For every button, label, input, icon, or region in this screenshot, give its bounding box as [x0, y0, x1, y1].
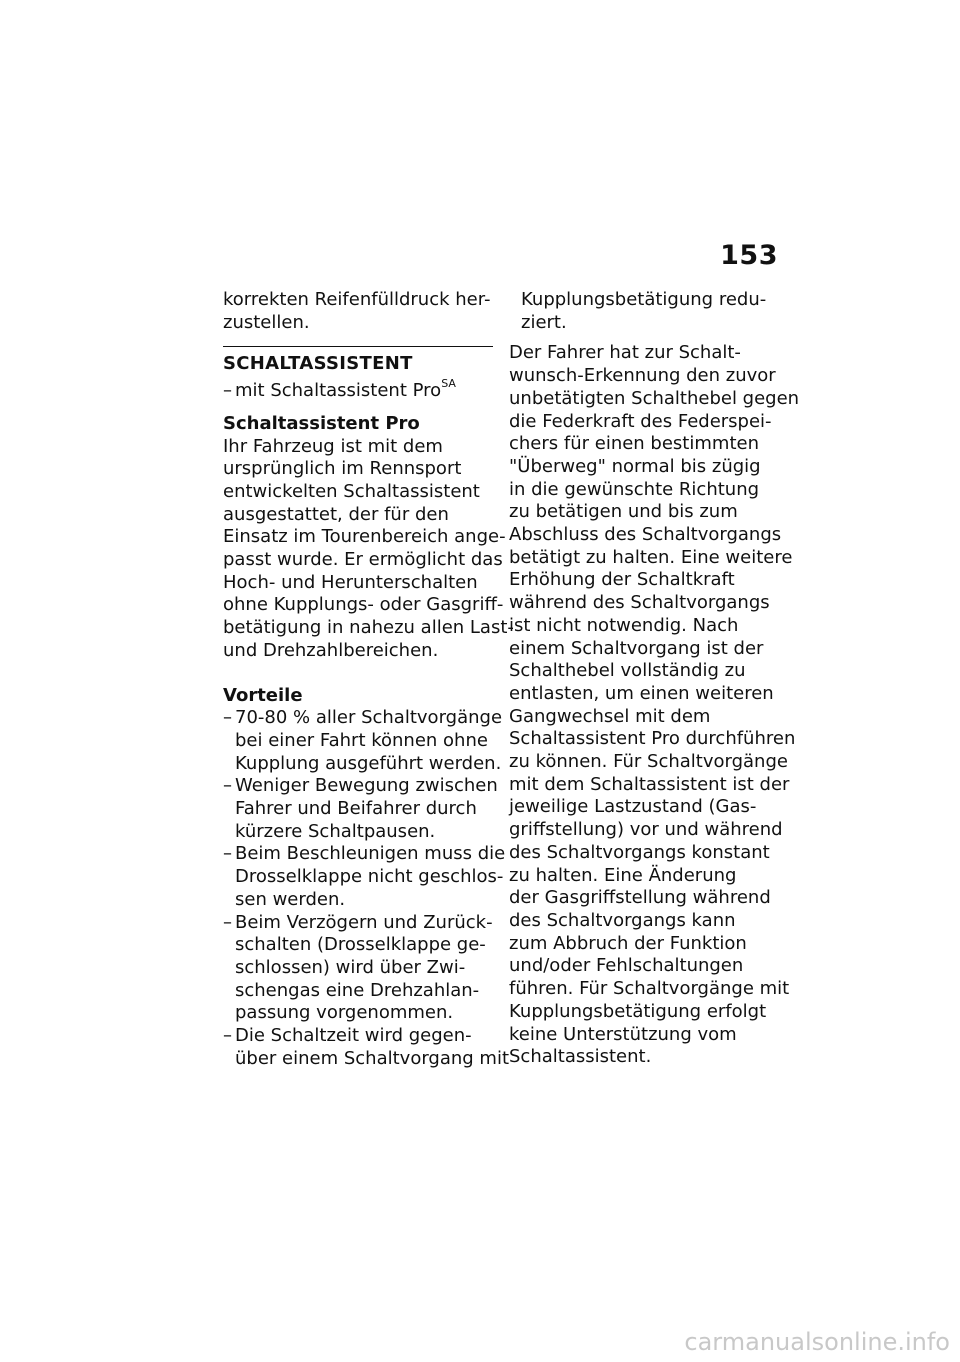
text-line: Der Fahrer hat zur Schalt- — [509, 342, 741, 364]
text-line: Beim Verzögern und Zurück- — [235, 911, 493, 933]
text-line: korrekten Reifenfülldruck her- — [223, 289, 491, 310]
list-item — [223, 1025, 510, 1070]
text-line: einem Schaltvorgang ist der — [509, 637, 764, 659]
text-line: Kupplungsbetätigung redu- — [521, 289, 767, 310]
list-item — [223, 912, 493, 1026]
list-item — [223, 775, 498, 843]
text-line: Einsatz im Tourenbereich ange- — [223, 526, 506, 548]
text-line: kürzere Schaltpausen. — [235, 820, 436, 842]
text-line: mit dem Schaltassistent ist der — [509, 773, 790, 795]
text-line: keine Unterstützung vom — [509, 1023, 737, 1045]
text-line: Schalthebel vollständig zu — [509, 660, 746, 682]
text-line: schalten (Drosselklappe ge- — [235, 934, 486, 956]
list-dash: – — [223, 1025, 232, 1047]
equipment-item — [223, 377, 493, 403]
list-item — [223, 843, 506, 911]
text-line: ohne Kupplungs- oder Gasgriff- — [223, 594, 504, 616]
text-line: 70-80 % aller Schaltvorgänge — [235, 707, 503, 729]
left-column — [223, 289, 514, 1071]
intro-text — [223, 289, 493, 334]
text-line: unbetätigten Schalthebel gegen — [509, 387, 800, 409]
text-line: entlasten, um einen weiteren — [509, 682, 774, 704]
text-line: Weniger Bewegung zwischen — [235, 775, 498, 797]
text-line: zustellen. — [223, 311, 310, 333]
text-line: Erhöhung der Schaltkraft — [509, 569, 735, 591]
section-divider — [223, 346, 493, 347]
text-line: passung vorgenommen. — [235, 1002, 454, 1024]
text-line: ausgestattet, der für den — [223, 503, 449, 525]
text-line: chers für einen bestimmten — [509, 433, 759, 455]
body-paragraph — [509, 342, 800, 1069]
advantages-list — [223, 707, 510, 1070]
text-line: ursprünglich im Rennsport — [223, 458, 462, 480]
text-line: des Schaltvorgangs konstant — [509, 841, 770, 863]
text-line: wunsch-Erkennung den zuvor — [509, 365, 776, 387]
list-dash: – — [223, 911, 232, 933]
pro-heading: Schaltassistent Pro — [223, 412, 420, 434]
text-line: schengas eine Drehzahlan- — [235, 979, 480, 1001]
text-line: in die gewünschte Richtung — [509, 478, 760, 500]
text-line: zu können. Für Schaltvorgänge — [509, 751, 788, 773]
text-line: ziert. — [521, 311, 567, 333]
text-line: sen werden. — [235, 888, 346, 910]
text-line: zum Abbruch der Funktion — [509, 932, 747, 954]
right-column — [509, 289, 800, 1069]
text-line: die Federkraft des Federspei- — [509, 410, 772, 432]
continuation-text — [509, 289, 781, 334]
text-line: "Überweg" normal bis zügig — [509, 455, 761, 477]
list-dash: – — [223, 707, 232, 729]
section-title: SCHALTASSISTENT — [223, 353, 413, 375]
page-number: 153 — [720, 240, 778, 271]
text-line: Drosselklappe nicht geschlos- — [235, 866, 504, 888]
list-dash: – — [223, 843, 232, 865]
text-line: während des Schaltvorgangs — [509, 592, 770, 614]
text-line: schlossen) wird über Zwi- — [235, 956, 466, 978]
equipment-item-superscript: SA — [441, 377, 456, 391]
text-line: und Drehzahlbereichen. — [223, 639, 439, 661]
text-line: bei einer Fahrt können ohne — [235, 729, 488, 751]
text-line: zu halten. Eine Änderung — [509, 864, 737, 886]
text-line: und/oder Fehlschaltungen — [509, 955, 744, 977]
text-line: Beim Beschleunigen muss die — [235, 843, 506, 865]
text-line: griffstellung) vor und während — [509, 819, 783, 841]
text-line: jeweilige Lastzustand (Gas- — [509, 796, 757, 818]
text-line: Schaltassistent Pro durchführen — [509, 728, 796, 750]
text-line: des Schaltvorgangs kann — [509, 909, 736, 931]
list-dash: – — [223, 775, 232, 797]
text-line: Kupplungsbetätigung erfolgt — [509, 1000, 767, 1022]
watermark: carmanualsonline.info — [684, 1328, 950, 1356]
text-line: Hoch- und Herunterschalten — [223, 571, 478, 593]
text-line: zu betätigen und bis zum — [509, 501, 738, 523]
text-line: passt wurde. Er ermöglicht das — [223, 549, 503, 571]
text-line: über einem Schaltvorgang mit — [235, 1047, 510, 1069]
advantages-heading: Vorteile — [223, 684, 303, 706]
text-line: Ihr Fahrzeug ist mit dem — [223, 435, 443, 457]
pro-paragraph — [223, 435, 514, 663]
text-line: Fahrer und Beifahrer durch — [235, 798, 477, 820]
text-line: Schaltassistent. — [509, 1046, 652, 1068]
text-line: führen. Für Schaltvorgänge mit — [509, 978, 790, 1000]
text-line: entwickelten Schaltassistent — [223, 480, 480, 502]
text-line: betätigt zu halten. Eine weitere — [509, 546, 793, 568]
list-dash: – — [223, 380, 232, 402]
list-item — [223, 707, 503, 775]
text-line: betätigung in nahezu allen Last- — [223, 617, 514, 639]
equipment-item-text: mit Schaltassistent Pro — [235, 380, 442, 402]
text-line: Abschluss des Schaltvorgangs — [509, 524, 782, 546]
text-line: der Gasgriffstellung während — [509, 887, 771, 909]
text-line: Kupplung ausgeführt werden. — [235, 752, 502, 774]
text-line: Gangwechsel mit dem — [509, 705, 711, 727]
text-line: ist nicht notwendig. Nach — [509, 614, 739, 636]
text-line: Die Schaltzeit wird gegen- — [235, 1025, 472, 1047]
